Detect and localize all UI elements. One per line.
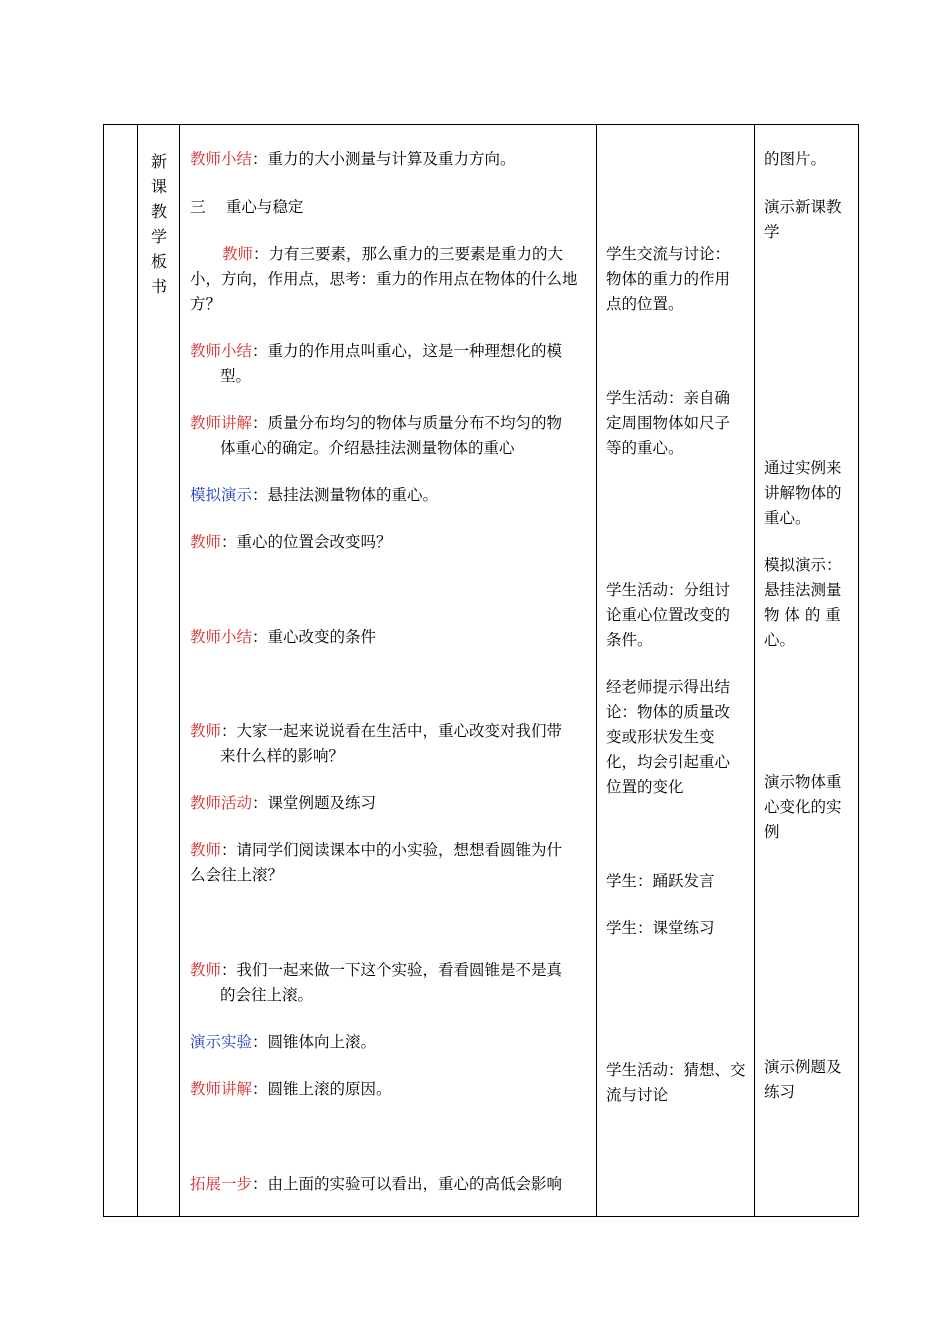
note-text-line: 心变化的实 [764,798,842,816]
paragraph-text: 来什么样的影响？ [220,747,345,765]
student-text-line: 位置的变化 [606,778,684,796]
paragraph-label: 教师 [222,245,254,263]
teacher-paragraph [190,1172,562,1197]
student-text-line: 学生活动：猜想、交 [606,1061,746,1079]
design-note [764,456,842,531]
paragraph-text: ：我们一起来做一下这个实验，看看圆锥是不是真 [221,961,563,979]
board-label-char: 书 [150,277,167,296]
student-text-line: 学生活动：亲自确 [606,389,731,407]
note-text-line: 讲解物体的 [764,484,842,502]
paragraph-text: ：重心改变的条件 [252,628,377,646]
note-text-line: 物 体 的 重 [764,606,841,624]
note-text-line: 演示物体重 [764,773,842,791]
paragraph-text: ：圆锥体向上滚。 [252,1033,377,1051]
paragraph-label: 拓展一步 [190,1175,253,1193]
student-text-line: 化，均会引起重心 [606,753,731,771]
note-text-line: 重心。 [764,509,811,527]
student-text-line: 条件。 [606,631,653,649]
design-note [764,147,826,172]
design-note [764,195,842,245]
student-text-line: 定周围物体如尺子 [606,414,731,432]
board-label-char: 教 [150,202,167,221]
paragraph-label: 教师 [190,841,222,859]
student-text-line: 物体的重力的作用 [606,270,731,288]
teacher-column [190,125,592,1216]
notes-column [764,125,856,1216]
paragraph-label: 模拟演示 [190,486,253,504]
paragraph-label: 教师小结 [190,628,253,646]
paragraph-label: 演示实验 [190,1033,253,1051]
paragraph-text: ：由上面的实验可以看出，重心的高低会影响 [252,1175,563,1193]
note-text-line: 模拟演示： [764,556,842,574]
teacher-paragraph [190,1030,376,1055]
student-text-line: 流与讨论 [606,1086,669,1104]
paragraph-text: 小，方向，作用点，思考：重力的作用点在物体的什么地 [190,270,578,288]
student-text-line: 学生：踊跃发言 [606,872,715,890]
board-label-char: 课 [150,177,167,196]
teacher-paragraph [190,339,562,389]
teacher-paragraph [190,791,376,816]
student-activity [606,916,715,941]
column-divider [754,125,755,1216]
paragraph-label: 教师 [190,722,222,740]
paragraph-label: 教师讲解 [190,414,253,432]
student-activity [606,869,715,894]
student-text-line: 经老师提示得出结 [606,678,731,696]
teacher-paragraph [190,530,392,555]
student-text-line: 学生交流与讨论： [606,245,731,263]
teacher-paragraph [190,1077,392,1102]
student-activity [606,1058,746,1108]
student-activity [606,675,730,800]
student-activity [606,242,730,317]
student-activity [606,578,730,653]
paragraph-label: 教师小结 [190,342,253,360]
column-divider [596,125,597,1216]
paragraph-text: 么会往上滚？ [190,866,284,884]
note-text-line: 心。 [764,631,796,649]
paragraph-text: ：重力的大小测量与计算及重力方向。 [252,150,516,168]
student-text-line: 等的重心。 [606,439,684,457]
board-label-char: 板 [150,252,167,271]
column-divider [137,125,138,1216]
note-text-line: 例 [764,823,780,841]
paragraph-label: 教师 [190,961,222,979]
note-text-line: 练习 [764,1083,796,1101]
note-text-line: 演示例题及 [764,1058,842,1076]
paragraph-text: ：重心的位置会改变吗？ [221,533,392,551]
paragraph-text: ：悬挂法测量物体的重心。 [252,486,439,504]
student-text-line: 变或形状发生变 [606,728,715,746]
paragraph-text: 体重心的确定。介绍悬挂法测量物体的重心 [220,439,515,457]
student-column [606,125,751,1216]
teacher-paragraph [190,483,438,508]
teacher-paragraph [190,719,562,769]
student-text-line: 学生：课堂练习 [606,919,715,937]
note-text-line: 学 [764,223,780,241]
student-text-line: 点的位置。 [606,295,684,313]
paragraph-text: ：力有三要素，那么重力的三要素是重力的大 [253,245,564,263]
design-note [764,770,842,845]
paragraph-text: ：重力的作用点叫重心，这是一种理想化的模 [252,342,563,360]
student-activity [606,386,730,461]
board-label-char: 新 [150,152,167,171]
paragraph-text: ：质量分布均匀的物体与质量分布不均匀的物 [252,414,563,432]
note-text-line: 悬挂法测量 [764,581,842,599]
note-text-line: 演示新课教 [764,198,842,216]
note-text-line: 通过实例来 [764,459,842,477]
teacher-paragraph [190,411,562,461]
board-label-char: 学 [150,227,167,246]
teacher-paragraph [190,242,592,317]
teacher-paragraph [190,625,376,650]
paragraph-text: 方？ [190,295,222,313]
section-heading [190,195,303,220]
section-heading-text: 三 重心与稳定 [190,198,304,216]
paragraph-text: 型。 [220,367,252,385]
design-note [764,553,842,653]
lesson-plan-table [103,124,859,1217]
teacher-paragraph [190,958,562,1008]
teacher-paragraph [190,147,516,172]
paragraph-text: ：圆锥上滚的原因。 [252,1080,392,1098]
board-label [149,149,169,299]
column-divider [179,125,180,1216]
paragraph-text: ：大家一起来说说看在生活中，重心改变对我们带 [221,722,563,740]
student-text-line: 论：物体的质量改 [606,703,731,721]
paragraph-label: 教师 [190,533,222,551]
design-note [764,1055,842,1105]
teacher-paragraph [190,838,562,888]
student-text-line: 学生活动：分组讨 [606,581,731,599]
paragraph-label: 教师活动 [190,794,253,812]
paragraph-text: ：课堂例题及练习 [252,794,377,812]
paragraph-label: 教师小结 [190,150,253,168]
paragraph-label: 教师讲解 [190,1080,253,1098]
note-text-line: 的图片。 [764,150,827,168]
paragraph-text: 的会往上滚。 [220,986,314,1004]
student-text-line: 论重心位置改变的 [606,606,731,624]
paragraph-text: ：请同学们阅读课本中的小实验，想想看圆锥为什 [221,841,563,859]
